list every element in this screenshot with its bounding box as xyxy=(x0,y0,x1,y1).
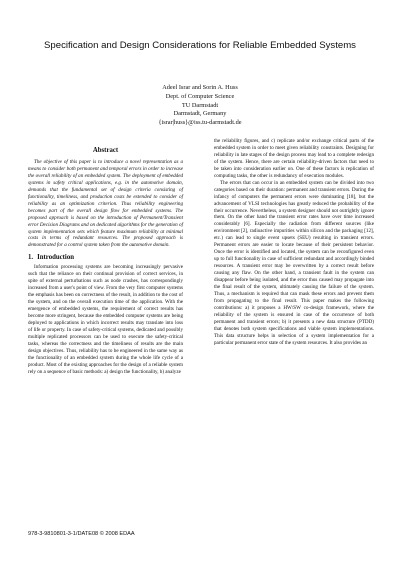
section-title: Introduction xyxy=(37,254,74,262)
author-university: TU Darmstadt xyxy=(181,101,219,109)
paper-title: Specification and Design Considerations for Reliable Embedded Systems xyxy=(44,40,356,51)
author-email: {israr|huss}@iss.tu-darmstadt.de xyxy=(158,119,242,127)
author-location: Darmstadt, Germany xyxy=(173,110,227,118)
author-department: Dept. of Computer Science xyxy=(165,92,235,100)
author-block xyxy=(100,84,300,128)
left-column xyxy=(28,146,183,376)
section-heading-introduction xyxy=(28,253,183,262)
abstract-heading: Abstract xyxy=(92,147,119,154)
abstract-text: The objective of this paper is to introduce a novel representation as a means to consider both permanent and temporal errors in order to increase the overall reliability of an embedded system. The deployment of embedded systems in safety critical applications, e.g. in the automotive domain, demands that the fundamental set of design criteria consisting of functionality, timeliness, and production costs be extended to consider of reliability as an optimization criterion. Thus reliability engineering becomes part of the overall design flow for embedded systems. The proposed approach is based on the introduction of Permanent/Transient error Decision Diagrams and on dedicated algorithms for the generation of system implementation sets which feature maximum reliability at minimal costs in terms of redundant resources. The proposed approach is demonstrated for a control system taken from the automotive domain. xyxy=(28,159,183,249)
intro-paragraph-right-2: The errors that can occur in an embedded system can be divided into two categories based on their duration: permanent and transient errors. During the infancy of computers the permanent errors were dominating [18], but the advancement of VLSI technologies has greatly reduced the probability of the their occurrence. Nevertheless, a system designer should not outrightly ignore them. On the other hand the transient error rates have over time increased considerably [6]. Especially the radiation from different sources (like environment [2], radioactive impurities within silicon and the packaging [12], etc.) can lead to single event upsets (SEU) resulting in transient errors. Permanent errors are easier to locate because of their persistent behavior. Once the error is identified and located, the system can be reconfigured even up to full functionality in case of sufficient redundant and accordingly binded resources. A transient error may be overwritten by a correct result before causing any flaw. On the other hand, a transient fault in the system can disappear before being isolated, and the error thus caused may propagate into the final result of the system, ultimately causing the failure of the system. Thus, a mechanism is required that can mask these errors and prevent them from propagating to the final result. This paper makes the following contributions: a) it proposes a HW/SW co-design framework, where the reliability of the system is ensured in case of the occurrence of both permanent and transient errors; b) it presents a new data structure (PTDD) that denotes both system specifications and viable system implementations. This data structure helps in selection of a system implementation for a particular permanent error state of the system resources. It also provides an xyxy=(214,179,374,346)
intro-paragraph-right-1: the reliability figures, and c) replicate and/or exchange critical parts of the embedded system in order to meet given reliability constraints. Designing for reliability in late stages of the design process may lead to a complete redesign of the system. Hence, there are certain reliability-driven factors that need to be taken into consideration earlier on. One of these factors is replication of computing tasks, the other is redundancy of execution modules. xyxy=(214,138,374,179)
author-names: Adeel Israr and Sorin A. Huss xyxy=(162,84,238,91)
section-number: 1. xyxy=(28,254,34,262)
right-column xyxy=(214,138,374,347)
intro-paragraph-left: Information processing systems are becoming increasingly pervasive such that the reliance on their continual provision of correct services, in spite of external perturbations such as node crashes, has correspondingly increased from a user's point of view. From the very first computer systems the emphasis has been on correctness of the result, in addition to the cost of the system, and on the overall execution time of the application. With the emergence of embedded systems, the requirement of correct results has become more stringent, because the embedded computer systems are being deployed to applications in which incorrect results may translate into loss of life or property. In case of safety-critical systems, dedicated and possibly multiple replicated processors can be used to execute the safety-critical tasks, whereas the correctness and the timeliness of results are the main design objectives. Thus, reliability has to be engineered in the same way as the functionality of an embedded system during the whole life cycle of a product. Most of the existing approaches for the design of a reliable system rely on a sequence of basic methods: a) design the functionality, b) analyze xyxy=(28,264,183,375)
copyright-footer: 978-3-9810801-3-1/DATE08 © 2008 EDAA xyxy=(28,531,135,537)
